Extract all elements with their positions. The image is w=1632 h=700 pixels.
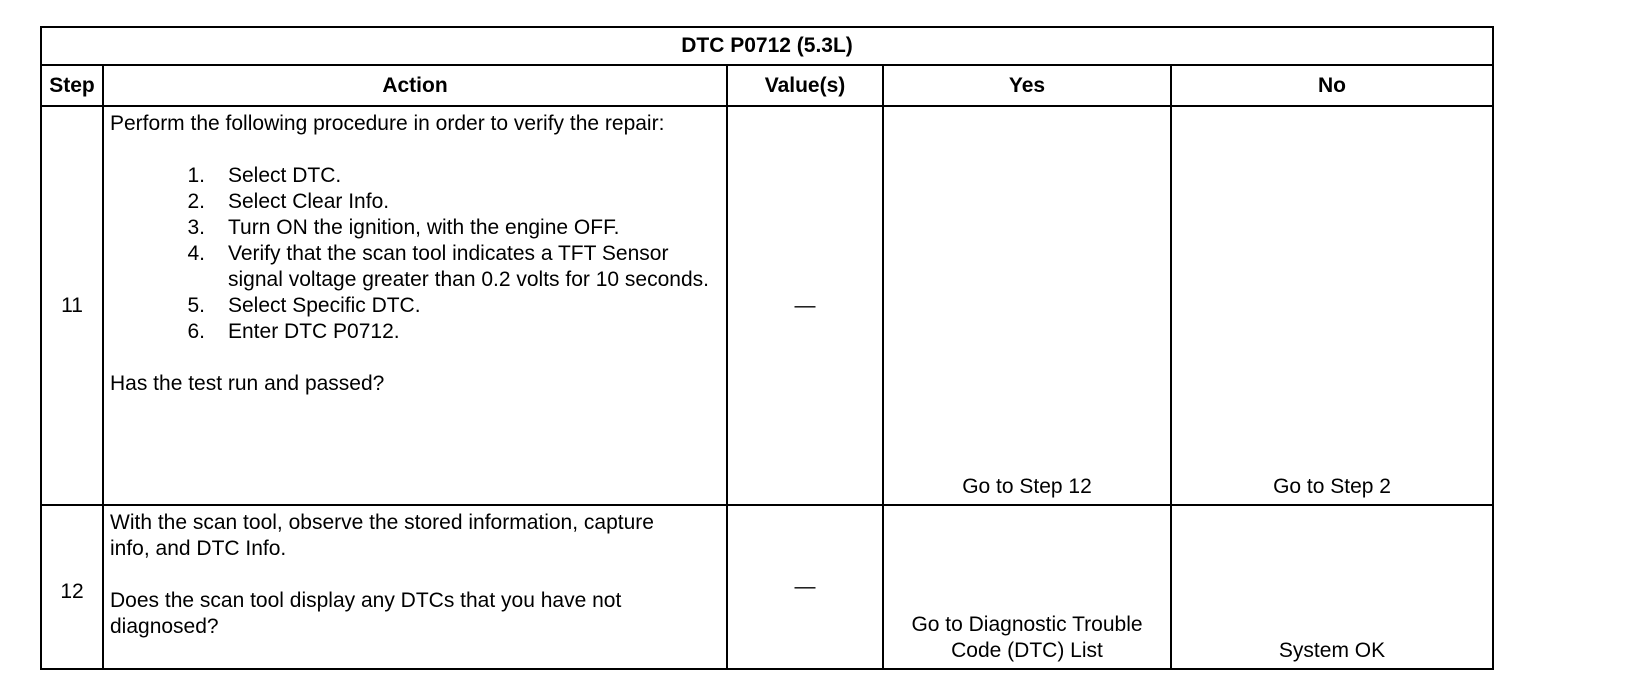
dtc-table xyxy=(40,26,1494,670)
action-intro: With the scan tool, observe the stored information, capture info, and DTC Info. xyxy=(110,511,654,560)
procedure-list xyxy=(110,163,720,345)
header-values: Value(s) xyxy=(727,65,883,106)
header-action: Action xyxy=(103,65,727,106)
header-no: No xyxy=(1171,65,1493,106)
action-question: Has the test run and passed? xyxy=(110,372,385,395)
value-cell: — xyxy=(727,505,883,669)
table-row xyxy=(41,106,1493,505)
value-cell: — xyxy=(727,106,883,505)
list-item: 6. Enter DTC P0712. xyxy=(187,320,400,343)
header-yes: Yes xyxy=(883,65,1171,106)
table-title: DTC P0712 (5.3L) xyxy=(41,27,1493,65)
table-row xyxy=(41,505,1493,669)
yes-link[interactable]: Go to Step 12 xyxy=(883,106,1171,505)
action-cell xyxy=(103,505,727,669)
no-link[interactable]: Go to Step 2 xyxy=(1171,106,1493,505)
list-item: 1. Select DTC. xyxy=(187,164,342,187)
step-number: 11 xyxy=(41,106,103,505)
yes-link[interactable]: Go to Diagnostic Trouble Code (DTC) List xyxy=(883,505,1171,669)
no-link[interactable]: System OK xyxy=(1171,505,1493,669)
header-step: Step xyxy=(41,65,103,106)
list-item: 5. Select Specific DTC. xyxy=(187,294,421,317)
list-item: 3. Turn ON the ignition, with the engine OFF. xyxy=(187,216,620,239)
list-item: 4. Verify that the scan tool indicates a TFT Sensor signal voltage greater than 0.2 volts for 10 seconds. xyxy=(187,242,709,291)
list-item: 2. Select Clear Info. xyxy=(187,190,390,213)
action-question: Does the scan tool display any DTCs that you have not diagnosed? xyxy=(110,589,622,638)
action-cell xyxy=(103,106,727,505)
action-intro: Perform the following procedure in order to verify the repair: xyxy=(110,112,665,135)
step-number: 12 xyxy=(41,505,103,669)
